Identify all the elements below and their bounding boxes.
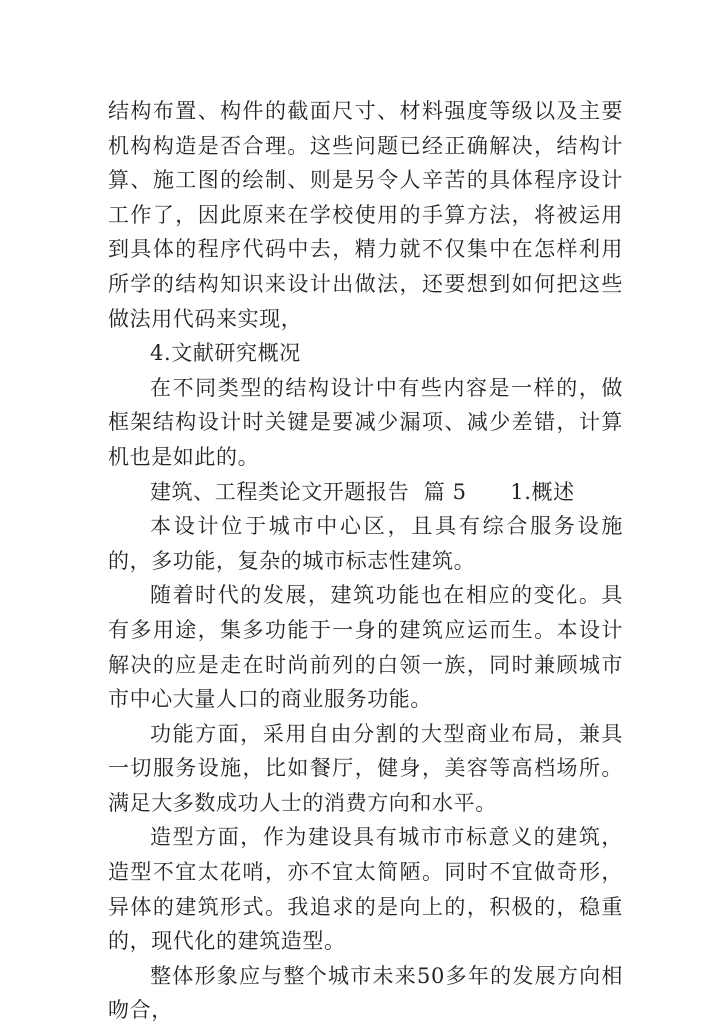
paragraph-common-content: 在不同类型的结构设计中有些内容是一样的，做框架结构设计时关键是要减少漏项、减少差错，计算机也是如此的。 xyxy=(108,375,623,469)
paragraph-function: 功能方面，采用自由分割的大型商业布局，兼具一切服务设施，比如餐厅，健身，美容等高档场所。满足大多数成功人士的消费方向和水平。 xyxy=(108,721,623,815)
section-heading-literature: 4.文献研究概况 xyxy=(150,341,301,366)
paragraph-location: 本设计位于城市中心区，且具有综合服务设施的，多功能，复杂的城市标志性建筑。 xyxy=(108,514,623,573)
paragraph-overall-image: 整体形象应与整个城市未来50多年的发展方向相吻合， xyxy=(108,963,623,1023)
report-title-heading: 建筑、工程类论文开题报告 篇 5 1.概述 xyxy=(150,479,575,504)
paragraph-development: 随着时代的发展，建筑功能也在相应的变化。具有多用途，集多功能于一身的建筑应运而生。本设计解决的应是走在时尚前列的白领一族，同时兼顾城市市中心大量人口的商业服务功能。 xyxy=(108,583,623,712)
paragraph-structure-design: 结构布置、构件的截面尺寸、材料强度等级以及主要机构构造是否合理。这些问题已经正确解决，结构计算、施工图的绘制、则是另令人辛苦的具体程序设计工作了，因此原来在学校使用的手算方法，将被运用到具体的程序代码中去，精力就不仅集中在怎样利用所学的结构知识来设计出做法，还要想到如何把这些做法用代码来实现， xyxy=(108,99,623,331)
paragraph-form: 造型方面，作为建设具有城市市标意义的建筑，造型不宜太花哨，亦不宜太简陋。同时不宜做奇形，异体的建筑形式。我追求的是向上的，积极的，稳重的，现代化的建筑造型。 xyxy=(108,825,623,954)
document-body xyxy=(108,94,623,1028)
